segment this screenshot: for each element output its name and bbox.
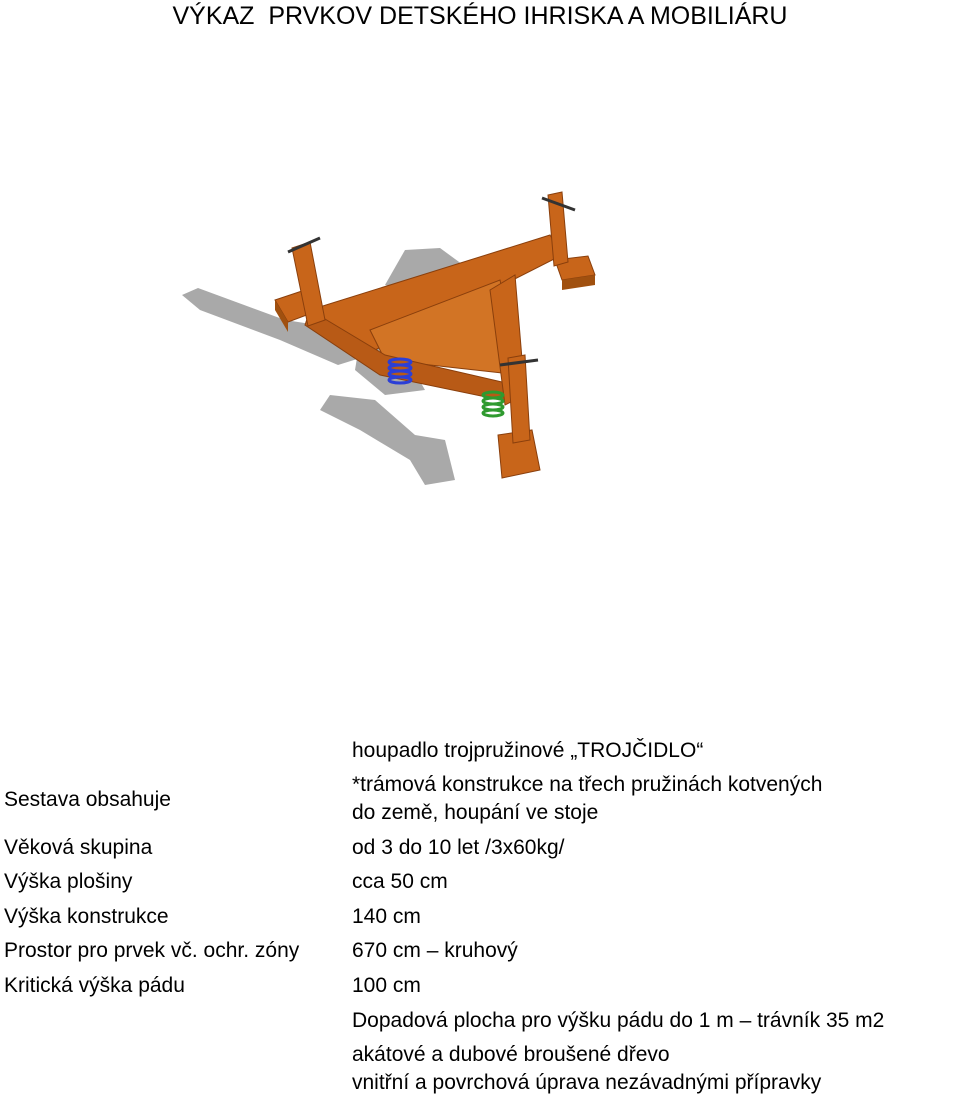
treatment-line: vnitřní a povrchová úprava nezávadnými přípravky	[352, 1071, 822, 1094]
value-sestava-line1: *trámová konstrukce na třech pružinách kotvených	[352, 773, 823, 796]
material-line: akátové a dubové broušené dřevo	[352, 1043, 670, 1066]
document-title: VÝKAZ PRVKOV DETSKÉHO IHRISKA A MOBILIÁRU	[172, 2, 788, 30]
value-sestava-line2: do země, houpání ve stoje	[352, 801, 599, 824]
label-vyska-plosiny: Výška plošiny	[4, 870, 133, 893]
label-vyska-konstrukce: Výška konstrukce	[4, 905, 169, 928]
label-vekova-skupina: Věková skupina	[4, 836, 153, 859]
product-name: houpadlo trojpružinové „TROJČIDLO“	[352, 739, 704, 762]
label-sestava: Sestava obsahuje	[4, 788, 171, 811]
value-vekova-skupina: od 3 do 10 let /3x60kg/	[352, 836, 565, 859]
label-prostor: Prostor pro prvek vč. ochr. zóny	[4, 939, 300, 962]
value-prostor: 670 cm – kruhový	[352, 939, 518, 962]
label-kriticka-vyska: Kritická výška pádu	[4, 974, 185, 997]
wooden-frame	[275, 192, 595, 478]
spring-rocker-illustration	[170, 180, 610, 500]
value-vyska-konstrukce: 140 cm	[352, 905, 421, 928]
dopadova-plocha: Dopadová plocha pro výšku pádu do 1 m – trávník 35 m2	[352, 1009, 885, 1032]
value-kriticka-vyska: 100 cm	[352, 974, 421, 997]
value-vyska-plosiny: cca 50 cm	[352, 870, 448, 893]
